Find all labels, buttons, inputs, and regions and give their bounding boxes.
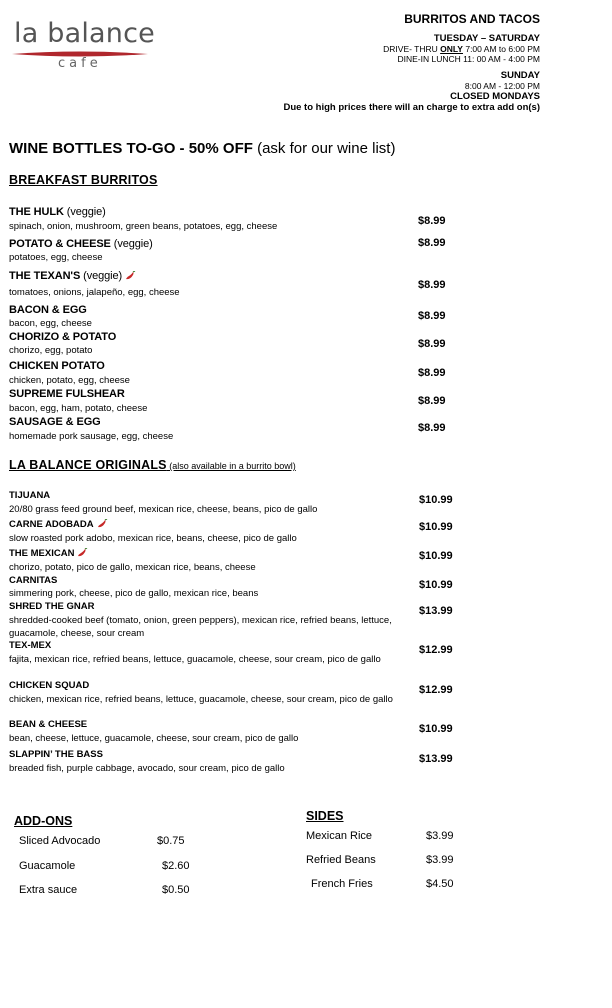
item-description: 20/80 grass feed ground beef, mexican rice, cheese, beans, pico de gallo: [9, 504, 318, 515]
header-sunday: SUNDAY: [500, 70, 540, 81]
chili-pepper-icon: [77, 548, 88, 558]
item-name: CARNE ADOBADA: [9, 519, 94, 530]
item-name: CHORIZO & POTATO: [9, 331, 117, 343]
item-price: $10.99: [419, 521, 453, 533]
item-name: THE MEXICAN: [9, 548, 75, 559]
item-description: homemade pork sausage, egg, cheese: [9, 431, 174, 442]
item-description: tomatoes, onions, jalapeño, egg, cheese: [9, 287, 180, 298]
item-name: POTATO & CHEESE: [9, 238, 111, 250]
item-name: CHICKEN SQUAD: [9, 680, 90, 691]
item-tag: (veggie): [80, 270, 123, 282]
header-days: TUESDAY – SATURDAY: [433, 33, 540, 44]
item-name: SHRED THE GNAR: [9, 601, 95, 612]
side-name: Mexican Rice: [306, 830, 373, 842]
drive-thru-prefix: DRIVE- THRU: [383, 44, 441, 54]
item-description: bean, cheese, lettuce, guacamole, cheese, sour cream, pico de gallo: [9, 733, 299, 744]
item-tag: (veggie): [63, 206, 106, 218]
addon-price: $0.75: [157, 835, 185, 847]
item-price: $12.99: [419, 684, 453, 696]
item-description: fajita, mexican rice, refried beans, lettuce, guacamole, cheese, sour cream, pico de gallo: [9, 654, 381, 665]
logo: [10, 18, 155, 78]
side-price: $4.50: [426, 878, 454, 890]
drive-thru-hours: 7:00 AM to 6:00 PM: [462, 44, 540, 54]
item-description: chorizo, egg, potato: [9, 345, 93, 356]
sides-section-title: SIDES: [306, 809, 344, 823]
header-dine-in: DINE-IN LUNCH 11: 00 AM - 4:00 PM: [397, 54, 540, 64]
item-price: $10.99: [419, 550, 453, 562]
item-price: $10.99: [419, 494, 453, 506]
logo-subtitle: cafe: [58, 56, 102, 71]
item-price: $13.99: [419, 605, 453, 617]
logo-wordmark: la balance: [14, 18, 155, 49]
header-sunday-hours: 8:00 AM - 12:00 PM: [464, 81, 540, 91]
breakfast-section-title: BREAKFAST BURRITOS: [9, 173, 158, 187]
drive-thru-only: ONLY: [440, 44, 463, 54]
item-price: $12.99: [419, 644, 453, 656]
side-price: $3.99: [426, 830, 454, 842]
chili-pepper-icon: [97, 519, 108, 529]
item-name: CARNITAS: [9, 575, 58, 586]
side-name: Refried Beans: [306, 854, 376, 866]
item-description: potatoes, egg, cheese: [9, 252, 103, 263]
item-name: SLAPPIN’ THE BASS: [9, 749, 103, 760]
item-price: $8.99: [418, 422, 446, 434]
item-name: BACON & EGG: [9, 304, 87, 316]
originals-section-title: [9, 458, 296, 472]
wine-promo: [9, 140, 395, 157]
item-price: $13.99: [419, 753, 453, 765]
item-price: $8.99: [418, 279, 446, 291]
addon-name: Extra sauce: [19, 884, 78, 896]
wine-promo-note: (ask for our wine list): [252, 140, 396, 157]
item-tag: (veggie): [110, 238, 153, 250]
item-name: THE TEXAN'S: [9, 270, 81, 282]
item-description: chorizo, potato, pico de gallo, mexican rice, beans, cheese: [9, 562, 256, 573]
chili-pepper-icon: [125, 271, 136, 281]
originals-note: (also available in a burrito bowl): [166, 461, 296, 471]
header-closed: CLOSED MONDAYS: [450, 91, 540, 102]
item-name: BEAN & CHEESE: [9, 719, 88, 730]
item-name: CHICKEN POTATO: [9, 360, 105, 372]
item-description: bacon, egg, ham, potato, cheese: [9, 403, 148, 414]
item-name: TEX-MEX: [9, 640, 52, 651]
item-price: $8.99: [418, 215, 446, 227]
item-price: $8.99: [418, 310, 446, 322]
header-notice: Due to high prices there will an charge to extra add on(s): [283, 102, 540, 113]
item-description: bacon, egg, cheese: [9, 318, 92, 329]
addon-name: Guacamole: [19, 860, 76, 872]
addons-section-title: ADD-ONS: [14, 814, 73, 828]
item-price: $8.99: [418, 338, 446, 350]
item-description: spinach, onion, mushroom, green beans, potatoes, egg, cheese: [9, 221, 278, 232]
addon-price: $2.60: [162, 860, 190, 872]
item-price: $8.99: [418, 237, 446, 249]
item-name: SUPREME FULSHEAR: [9, 388, 125, 400]
item-description: breaded fish, purple cabbage, avocado, sour cream, pico de gallo: [9, 763, 285, 774]
addon-name: Sliced Advocado: [19, 835, 101, 847]
item-name: TIJUANA: [9, 490, 51, 501]
item-description: simmering pork, cheese, pico de gallo, mexican rice, beans: [9, 588, 259, 599]
side-name: French Fries: [311, 878, 373, 890]
item-price: $10.99: [419, 579, 453, 591]
side-price: $3.99: [426, 854, 454, 866]
item-description: chicken, mexican rice, refried beans, lettuce, guacamole, cheese, sour cream, pico de gallo: [9, 694, 393, 705]
wine-promo-bold: WINE BOTTLES TO-GO - 50% OFF: [9, 140, 253, 157]
item-price: $8.99: [418, 367, 446, 379]
item-description: shredded-cooked beef (tomato, onion, green peppers), mexican rice, refried beans, lettuce, guacamole, cheese, sour cream: [9, 615, 392, 639]
item-description: slow roasted pork adobo, mexican rice, beans, cheese, pico de gallo: [9, 533, 297, 544]
originals-title: LA BALANCE ORIGINALS: [9, 458, 167, 472]
addon-price: $0.50: [162, 884, 190, 896]
item-name: THE HULK: [9, 206, 64, 218]
item-price: $8.99: [418, 395, 446, 407]
item-description: chicken, potato, egg, cheese: [9, 375, 130, 386]
item-price: $10.99: [419, 723, 453, 735]
header-title: BURRITOS AND TACOS: [404, 12, 540, 26]
header-drive-thru: [383, 44, 540, 54]
item-name: SAUSAGE & EGG: [9, 416, 101, 428]
